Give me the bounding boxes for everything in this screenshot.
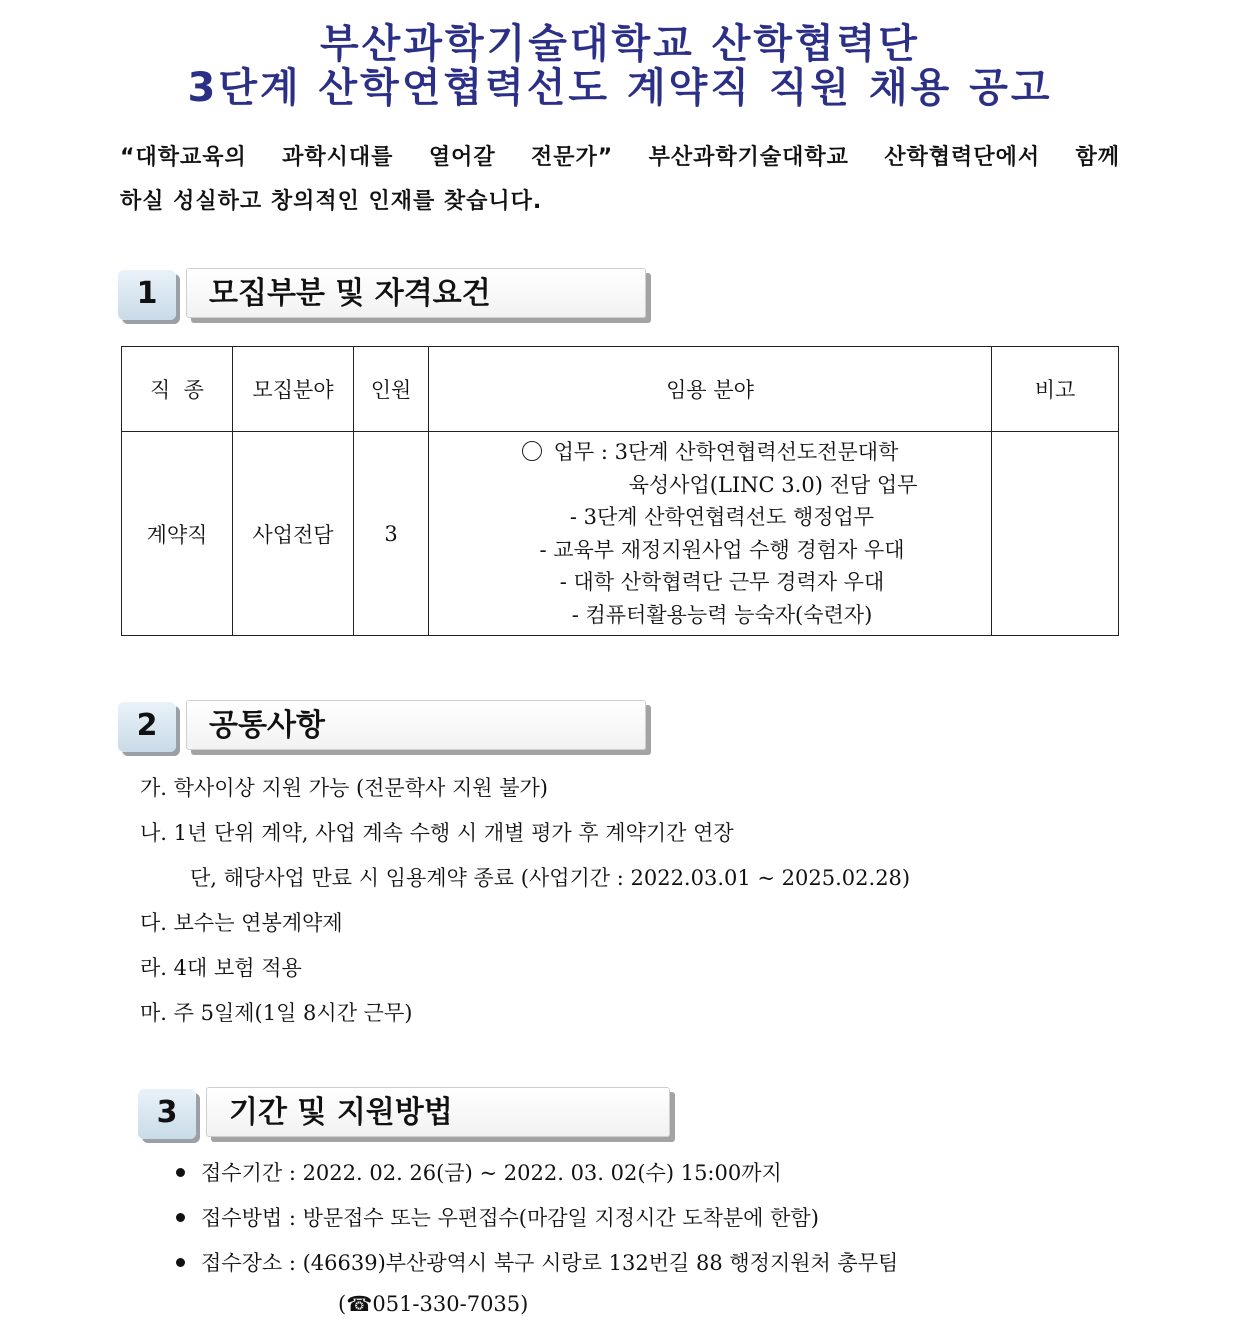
header-count: 인원 <box>354 347 429 432</box>
section-number: 3 <box>138 1089 196 1139</box>
section-title: 모집부분 및 자격요건 <box>186 268 646 318</box>
circle-icon <box>522 441 542 461</box>
list-item: 단, 해당사업 만료 시 임용계약 종료 (사업기간 : 2022.03.01 ~ 2025.02.28) <box>190 866 911 890</box>
table-row <box>122 432 1119 636</box>
header-field: 모집분야 <box>233 347 354 432</box>
list-item <box>176 1247 898 1277</box>
phone-number: (☎051-330-7035) <box>338 1292 529 1316</box>
list-item <box>176 1157 782 1187</box>
header-duty: 임용 분야 <box>429 347 992 432</box>
table-header-row <box>122 347 1119 432</box>
bullet-icon <box>176 1213 185 1222</box>
duty-main-line <box>429 436 991 469</box>
list-item: 라. 4대 보험 적용 <box>140 956 302 980</box>
duty-item: - 대학 산학협력단 근무 경력자 우대 <box>559 570 885 594</box>
list-item: 나. 1년 단위 계약, 사업 계속 수행 시 개별 평가 후 계약기간 연장 <box>140 821 734 845</box>
duty-main-cont: 육성사업(LINC 3.0) 전담 업무 <box>628 472 918 497</box>
cell-count: 3 <box>354 432 429 636</box>
section-title: 기간 및 지원방법 <box>206 1087 670 1137</box>
list-item <box>176 1202 819 1232</box>
duty-item: - 교육부 재정지원사업 수행 경험자 우대 <box>539 537 905 562</box>
cell-note <box>992 432 1119 636</box>
application-text: 접수방법 : 방문접수 또는 우편접수(마감일 지정시간 도착분에 한함) <box>201 1206 819 1230</box>
header-job-type: 직 종 <box>122 347 233 432</box>
page-title-line2: 3단계 산학연협력선도 계약직 직원 채용 공고 <box>187 65 1053 111</box>
bullet-icon <box>176 1258 185 1267</box>
list-item: 다. 보수는 연봉계약제 <box>140 911 343 935</box>
bullet-icon <box>176 1168 185 1177</box>
header-note: 비고 <box>992 347 1119 432</box>
section-number: 2 <box>118 702 176 752</box>
cell-job-type: 계약직 <box>122 432 233 636</box>
intro-line1: “대학교육의 과학시대를 열어갈 전문가” 부산과학기술대학교 산학협력단에서 함께 <box>120 145 1120 170</box>
intro-line2: 하실 성실하고 창의적인 인재를 찾습니다. <box>120 189 543 214</box>
section-title: 공통사항 <box>186 700 646 750</box>
list-item: 마. 주 5일제(1일 8시간 근무) <box>140 1001 413 1025</box>
recruitment-table <box>121 346 1119 636</box>
duty-item: - 컴퓨터활용능력 능숙자(숙련자) <box>571 602 873 627</box>
cell-field: 사업전담 <box>233 432 354 636</box>
list-item: 가. 학사이상 지원 가능 (전문학사 지원 불가) <box>140 776 548 800</box>
duty-item: - 3단계 산학연협력선도 행정업무 <box>569 505 875 529</box>
cell-duty <box>429 432 992 636</box>
page-title-line1: 부산과학기술대학교 산학협력단 <box>320 21 920 67</box>
application-text: 접수장소 : (46639)부산광역시 북구 시랑로 132번길 88 행정지원처 총무팀 <box>201 1251 899 1275</box>
section-number: 1 <box>118 270 176 320</box>
application-text: 접수기간 : 2022. 02. 26(금) ~ 2022. 03. 02(수) 15:00까지 <box>201 1161 782 1185</box>
duty-main: 업무 : 3단계 산학연협력선도전문대학 <box>553 440 899 464</box>
